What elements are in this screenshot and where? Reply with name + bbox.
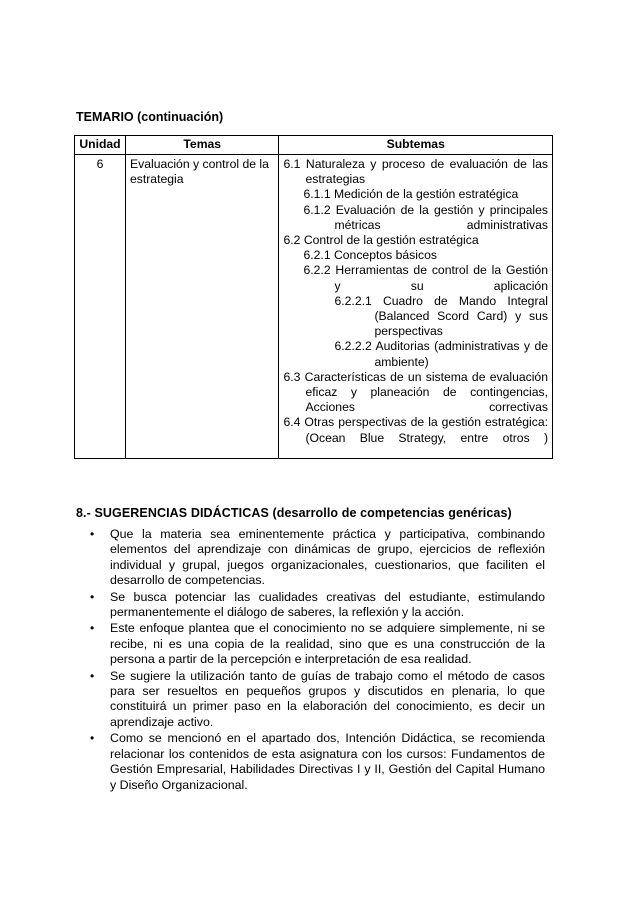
subtema-6-4: 6.4 Otras perspectivas de la gestión estratégica: (Ocean Blue Strategy, entre otros ) xyxy=(283,415,548,445)
list-item xyxy=(86,590,545,621)
table-row xyxy=(75,155,553,459)
subtema-6-2-2-1: 6.2.2.1 Cuadro de Mando Integral (Balanced Scord Card) y sus perspectivas xyxy=(334,293,548,339)
list-item xyxy=(86,669,545,731)
list-item xyxy=(86,621,545,667)
cell-subtemas xyxy=(279,155,553,459)
list-item-text: Este enfoque plantea que el conocimiento no se adquiere simplemente, ni se recibe, ni es una copia de la realidad, sino que es una construcción de la persona a partir de la percepción e interpretación de esa realidad. xyxy=(110,621,545,667)
list-item xyxy=(86,731,545,793)
subtema-6-1-2: 6.1.2 Evaluación de la gestión y principales métricas administrativas xyxy=(303,202,548,232)
sugerencias-title: 8.- SUGERENCIAS DIDÁCTICAS (desarrollo de competencias genéricas) xyxy=(76,506,512,520)
temario-title: TEMARIO (continuación) xyxy=(76,110,224,124)
list-item-text: Que la materia sea eminentemente práctica y participativa, combinando elementos del aprendizaje con dinámicas de grupo, ejercicios de reflexión individual y grupal, juegos organizacionales, cuestionarios, que faciliten el desarrollo de competencias. xyxy=(110,527,545,588)
sugerencias-list xyxy=(86,527,545,794)
subtema-6-3: 6.3 Características de un sistema de evaluación eficaz y planeación de contingencias, Acciones correctivas xyxy=(283,369,548,415)
cell-unidad: 6 xyxy=(75,155,126,459)
header-subtemas: Subtemas xyxy=(279,136,553,155)
bullet-icon: • xyxy=(90,527,95,541)
subtema-6-2-2: 6.2.2 Herramientas de control de la Gestión y su aplicación xyxy=(303,263,548,293)
subtema-6-2-1: 6.2.1 Conceptos básicos xyxy=(303,248,437,263)
header-unidad: Unidad xyxy=(75,136,126,155)
subtema-6-1-1: 6.1.1 Medición de la gestión estratégica xyxy=(303,187,519,202)
list-item-text: Como se mencionó en el apartado dos, Intención Didáctica, se recomienda relacionar los contenidos de esta asignatura con los cursos: Fundamentos de Gestión Empresarial, Habilidades Directivas I y II, Gestión del Capital Humano y Diseño Organizacional. xyxy=(110,731,545,792)
temario-table xyxy=(74,135,553,459)
bullet-icon: • xyxy=(90,668,95,683)
subtema-6-1: 6.1 Naturaleza y proceso de evaluación de las estrategias xyxy=(283,157,548,187)
list-item xyxy=(86,527,545,589)
bullet-icon: • xyxy=(90,621,95,636)
list-item-text: Se busca potenciar las cualidades creativas del estudiante, estimulando permanentemente el diálogo de saberes, la reflexión y la acción. xyxy=(110,589,545,620)
bullet-icon: • xyxy=(90,731,95,746)
list-item-text: Se sugiere la utilización tanto de guías de trabajo como el método de casos para ser resueltos en pequeños grupos y discutidos en plenaria, lo que constituirá un primer paso en la elaboración del conocimiento, es decir un aprendizaje activo. xyxy=(110,668,545,729)
bullet-icon: • xyxy=(90,589,95,604)
subtema-6-2-2-2: 6.2.2.2 Auditorias (administrativas y de ambiente) xyxy=(334,339,548,369)
subtema-6-2: 6.2 Control de la gestión estratégica xyxy=(283,233,479,248)
table-header-row xyxy=(75,136,553,155)
cell-temas: Evaluación y control de la estrategia xyxy=(125,155,279,459)
header-temas: Temas xyxy=(125,136,279,155)
